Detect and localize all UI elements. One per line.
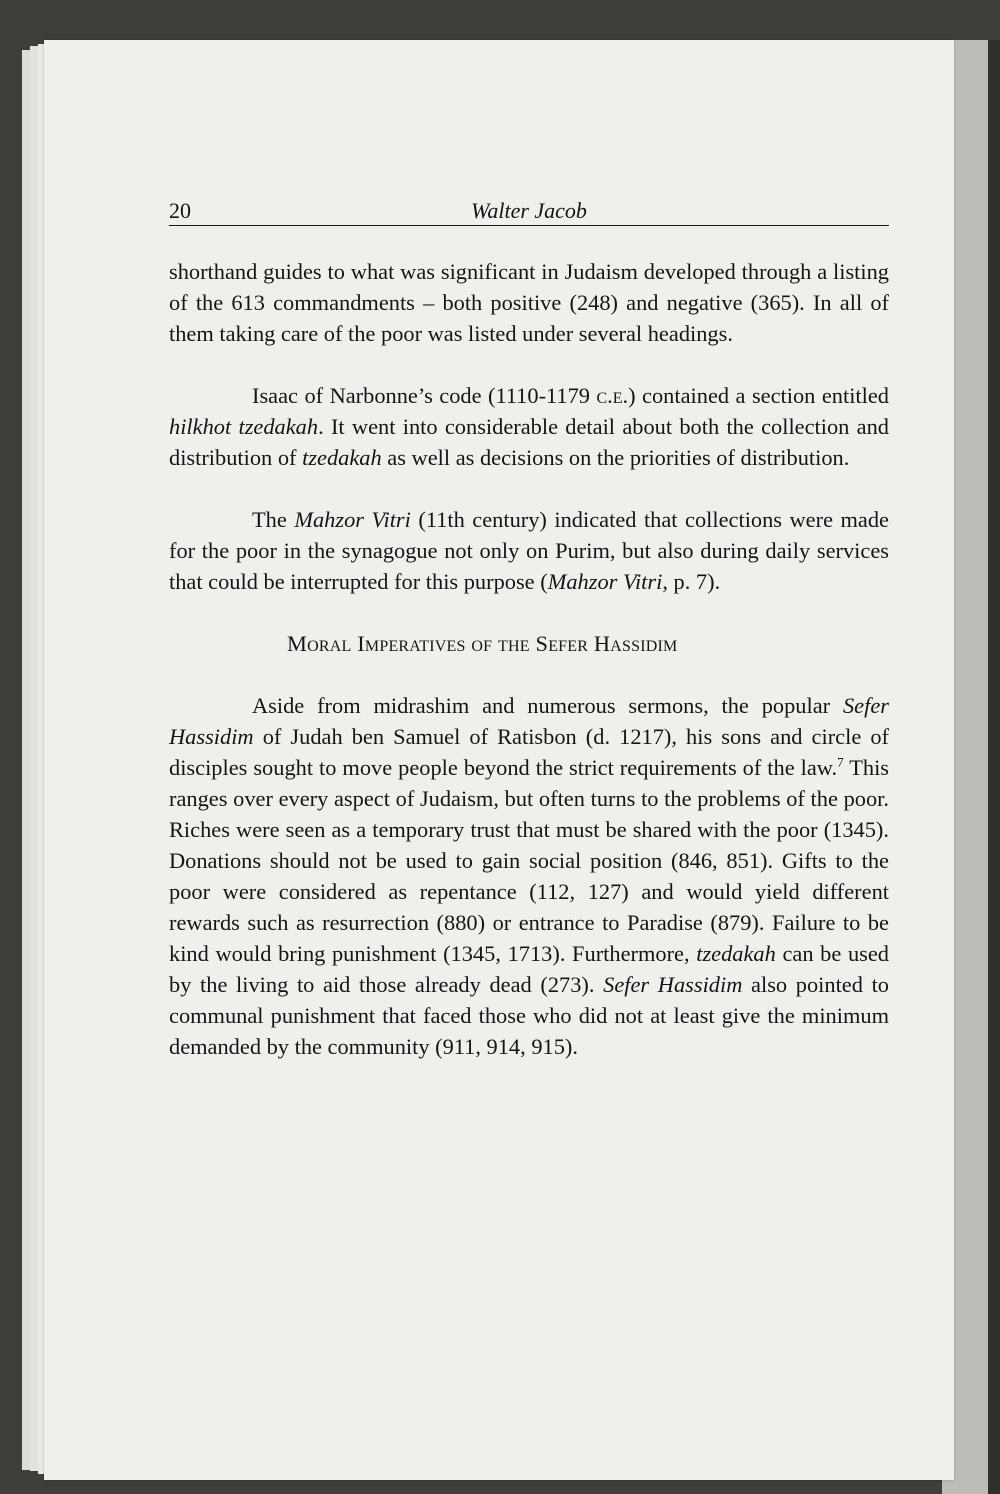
text-run: . It went into considerable detail about both the collection and distribution of (169, 414, 889, 470)
running-title: Walter Jacob (471, 198, 587, 223)
footnote-marker: 7 (837, 754, 844, 770)
italic-term: tzedakah (696, 941, 776, 966)
running-head (169, 197, 889, 226)
text-run: Aside from midrashim and numerous sermons, the popular (252, 693, 843, 718)
italic-title: Sefer Hassidim (169, 693, 889, 749)
text-run: This ranges over every aspect of Judaism, but often turns to the problems of the poor. Riches were seen as a temporary trust that must be shared with the poor (1345). Donations should not be used to gain social position (846, 851). Gifts to the poor were considered as repentance (112, 127) and would yield different rewards such as resurrection (880) or entrance to Paradise (879). Failure to be kind would bring punishment (1345, 1713). Furthermore, (169, 755, 890, 966)
section-heading: Moral Imperatives of the Sefer Hassidim (287, 631, 678, 656)
era-abbrev: c.e. (596, 383, 629, 408)
paragraph-text: shorthand guides to what was significant in Judaism developed through a listing of the 613 commandments – both positive (248) and negative (365). In all of them taking care of the poor was listed under several headings. (169, 259, 889, 346)
italic-term: tzedakah (302, 445, 382, 470)
paragraph-4 (169, 690, 889, 1062)
text-run: Isaac of Narbonne’s code (1110-1179 (252, 383, 597, 408)
body-text (169, 256, 889, 1062)
italic-term: hilkhot tzedakah (169, 414, 319, 439)
text-run: can be used by the living to aid those already dead (273). (169, 941, 890, 997)
italic-title: Mahzor Vitri (547, 569, 663, 594)
text-run: of Judah ben Samuel of Ratisbon (d. 1217), his sons and circle of disciples sought to move people beyond the strict requirements of the law. (169, 724, 889, 780)
text-run: as well as decisions on the priorities of distribution. (381, 445, 850, 470)
text-run: (11th century) indicated that collections were made for the poor in the synagogue not only on Purim, but also during daily services that could be interrupted for this purpose ( (169, 507, 889, 594)
paragraph-2 (169, 380, 889, 473)
italic-title: Sefer Hassidim (603, 972, 743, 997)
text-run: The (252, 507, 295, 532)
page-content (169, 197, 889, 1062)
paragraph-3 (169, 504, 889, 597)
paragraph-1 (169, 256, 889, 349)
book-page (44, 40, 954, 1480)
page-number: 20 (169, 198, 191, 223)
text-run: ) contained a section entitled (628, 383, 889, 408)
text-run: also pointed to communal punishment that faced those who did not at least give the minimum demanded by the community (911, 914, 915). (169, 972, 890, 1059)
text-run: , p. 7). (662, 569, 721, 594)
italic-title: Mahzor Vitri (294, 507, 411, 532)
book-cover-edge (988, 40, 1000, 1494)
